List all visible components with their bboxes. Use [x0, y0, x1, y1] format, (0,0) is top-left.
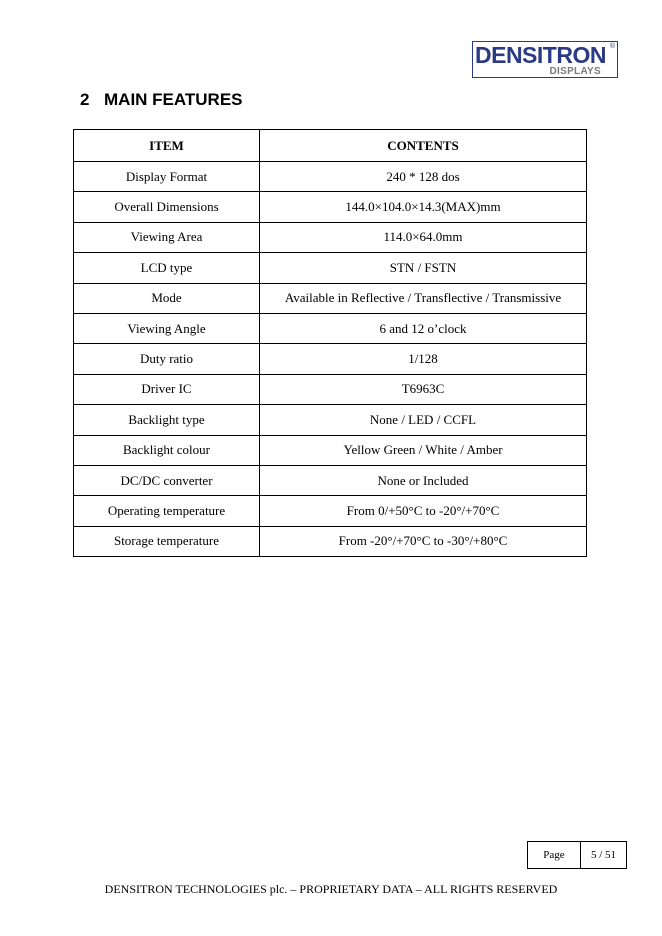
- contents-cell: From -20°/+70°C to -30°/+80°C: [260, 526, 587, 556]
- densitron-logo: [472, 41, 618, 78]
- item-cell: Backlight type: [74, 405, 260, 435]
- table-row: [74, 526, 587, 556]
- item-cell: Operating temperature: [74, 496, 260, 526]
- logo-registered-mark: ®: [609, 43, 615, 50]
- item-cell: Mode: [74, 283, 260, 313]
- table-row: [74, 435, 587, 465]
- footer-text: DENSITRON TECHNOLOGIES plc. – PROPRIETARY DATA – ALL RIGHTS RESERVED: [104, 882, 558, 896]
- item-cell: Driver IC: [74, 374, 260, 404]
- contents-cell: 1/128: [260, 344, 587, 374]
- contents-cell: STN / FSTN: [260, 253, 587, 283]
- column-header-item: ITEM: [74, 130, 260, 162]
- item-cell: DC/DC converter: [74, 465, 260, 495]
- table-row: [74, 465, 587, 495]
- table-row: [74, 192, 587, 222]
- section-number: 2: [80, 90, 90, 109]
- table-header-row: [74, 130, 587, 162]
- contents-cell: T6963C: [260, 374, 587, 404]
- contents-cell: None / LED / CCFL: [260, 405, 587, 435]
- contents-cell: Available in Reflective / Transflective / Transmissive: [260, 283, 587, 313]
- features-table: [73, 129, 587, 557]
- item-cell: Storage temperature: [74, 526, 260, 556]
- table-row: [74, 222, 587, 252]
- item-cell: Display Format: [74, 162, 260, 192]
- contents-cell: 144.0×104.0×14.3(MAX)mm: [260, 192, 587, 222]
- table-row: [74, 374, 587, 404]
- contents-cell: 240 * 128 dos: [260, 162, 587, 192]
- contents-cell: Yellow Green / White / Amber: [260, 435, 587, 465]
- table-row: [74, 496, 587, 526]
- item-cell: Overall Dimensions: [74, 192, 260, 222]
- item-cell: Viewing Angle: [74, 313, 260, 343]
- table-row: [74, 283, 587, 313]
- item-cell: Duty ratio: [74, 344, 260, 374]
- contents-cell: 6 and 12 o’clock: [260, 313, 587, 343]
- table-row: [74, 162, 587, 192]
- page-number: 5 / 51: [590, 849, 617, 861]
- contents-cell: From 0/+50°C to -20°/+70°C: [260, 496, 587, 526]
- item-cell: LCD type: [74, 253, 260, 283]
- table-row: [74, 405, 587, 435]
- table-row: [74, 344, 587, 374]
- page-label: Page: [528, 842, 581, 868]
- item-cell: Viewing Area: [74, 222, 260, 252]
- contents-cell: None or Included: [260, 465, 587, 495]
- logo-wordmark: DENSITRON: [475, 42, 606, 68]
- contents-cell: 114.0×64.0mm: [260, 222, 587, 252]
- section-heading: [80, 90, 243, 110]
- logo-subtitle: DISPLAYS: [549, 66, 601, 77]
- section-title: MAIN FEATURES: [104, 90, 243, 109]
- column-header-contents: CONTENTS: [260, 130, 587, 162]
- table-row: [74, 253, 587, 283]
- page-number-box: [527, 841, 627, 869]
- table-row: [74, 313, 587, 343]
- item-cell: Backlight colour: [74, 435, 260, 465]
